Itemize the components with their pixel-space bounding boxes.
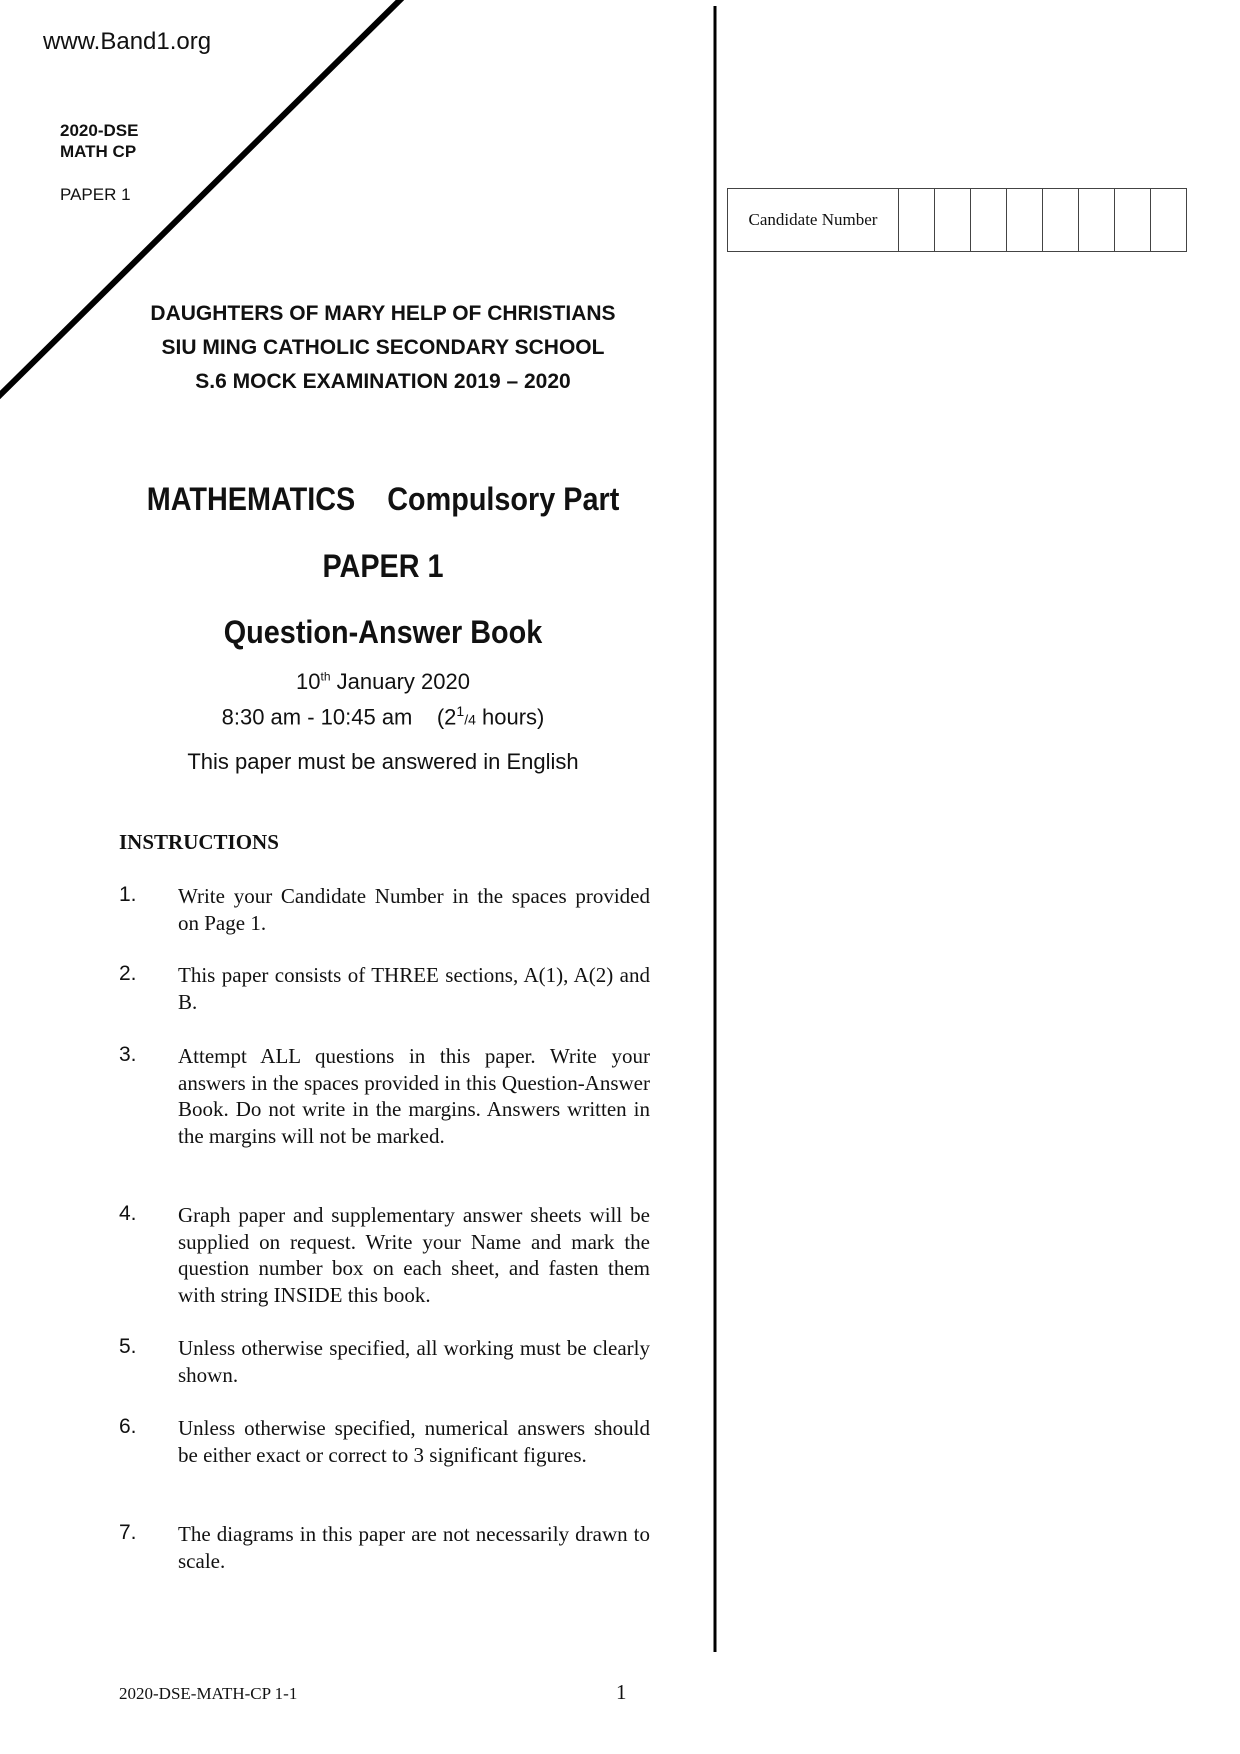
candidate-digit-box[interactable]	[1079, 189, 1115, 251]
instructions-heading: INSTRUCTIONS	[119, 830, 279, 854]
time-range: 8:30 am - 10:45 am	[221, 704, 413, 730]
instruction-item	[119, 1043, 650, 1149]
page-number: 1	[616, 1680, 627, 1704]
school-line-2: SIU MING CATHOLIC SECONDARY SCHOOL	[161, 336, 605, 359]
instruction-text: Unless otherwise specified, all working must be clearly shown.	[178, 1336, 650, 1387]
instruction-text: This paper consists of THREE sections, A(1), A(2) and B.	[178, 963, 650, 1014]
paper-label: PAPER 1	[60, 185, 131, 204]
instruction-text: The diagrams in this paper are not necessarily drawn to scale.	[178, 1522, 650, 1573]
instruction-number: 4.	[119, 1202, 137, 1225]
instruction-number: 3.	[119, 1043, 137, 1066]
instruction-item	[119, 1521, 650, 1574]
duration-den: /4	[464, 711, 476, 728]
exam-time	[0, 703, 766, 730]
candidate-digit-box[interactable]	[935, 189, 971, 251]
candidate-number-box	[727, 188, 1187, 252]
candidate-digit-box[interactable]	[1043, 189, 1079, 251]
date-suffix: th	[320, 669, 331, 684]
instruction-text: Graph paper and supplementary answer sheets will be supplied on request. Write your Name and mark the question number box on each sheet, and fasten them with string INSIDE this book.	[178, 1203, 650, 1307]
instruction-number: 5.	[119, 1335, 137, 1358]
instruction-number: 6.	[119, 1415, 137, 1438]
exam-code-line2: MATH CP	[60, 142, 137, 161]
instruction-number: 1.	[119, 883, 137, 906]
exam-date	[0, 669, 766, 695]
candidate-digit-box[interactable]	[1151, 189, 1186, 251]
footer-code: 2020-DSE-MATH-CP 1-1	[119, 1684, 298, 1703]
duration-post: hours)	[475, 704, 545, 730]
candidate-digit-box[interactable]	[1007, 189, 1043, 251]
instruction-text: Unless otherwise specified, numerical answers should be either exact or correct to 3 significant figures.	[178, 1416, 650, 1467]
instruction-item	[119, 883, 650, 936]
exam-code-line1: 2020-DSE	[60, 121, 139, 140]
instruction-item	[119, 1415, 650, 1468]
candidate-number-label: Candidate Number	[728, 189, 899, 251]
subject-title: MATHEMATICS Compulsory Part	[146, 481, 620, 517]
instruction-item	[119, 1202, 650, 1308]
instruction-item	[119, 1335, 650, 1388]
date-day: 10	[296, 669, 321, 694]
exam-code	[60, 120, 138, 162]
candidate-digit-box[interactable]	[1115, 189, 1151, 251]
exam-title: S.6 MOCK EXAMINATION 2019 – 2020	[195, 370, 571, 393]
school-line-1: DAUGHTERS OF MARY HELP OF CHRISTIANS	[150, 302, 616, 325]
instruction-number: 7.	[119, 1521, 137, 1544]
instruction-text: Attempt ALL questions in this paper. Write your answers in the spaces provided in this Question-Answer Book. Do not write in the margins. Answers written in the margins will not be marked.	[178, 1044, 650, 1148]
paper-number: PAPER 1	[322, 548, 444, 584]
language-note: This paper must be answered in English	[187, 749, 579, 774]
candidate-digit-box[interactable]	[971, 189, 1007, 251]
instruction-item	[119, 962, 650, 1015]
instruction-text: Write your Candidate Number in the spaces provided on Page 1.	[178, 884, 650, 935]
candidate-digit-box[interactable]	[899, 189, 935, 251]
date-month-year: January 2020	[336, 669, 470, 694]
book-title: Question-Answer Book	[223, 614, 543, 650]
instruction-number: 2.	[119, 962, 137, 985]
duration-pre: (2	[436, 704, 457, 730]
watermark: www.Band1.org	[43, 28, 212, 55]
duration-num: 1	[456, 703, 465, 719]
